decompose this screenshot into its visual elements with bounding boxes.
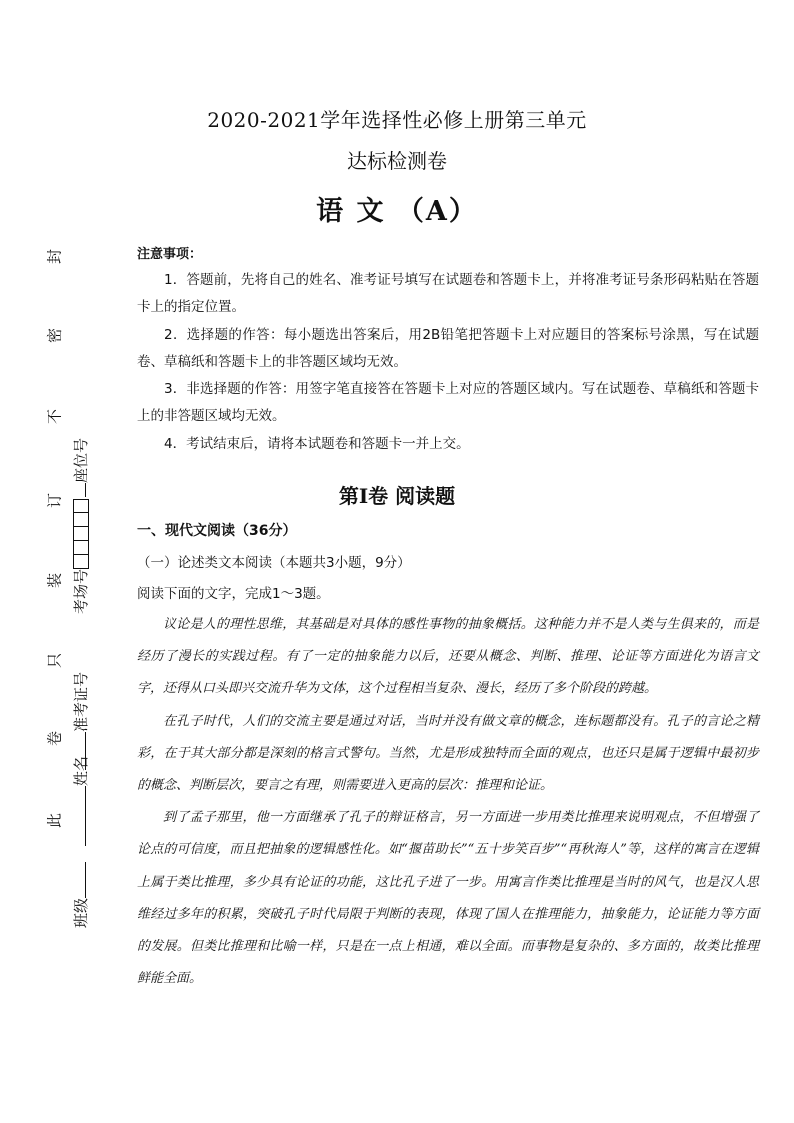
section-subheading: （一）论述类文本阅读（本题共3小题，9分）	[137, 555, 411, 571]
exam-room-label: 考场号	[72, 568, 90, 614]
notice-heading: 注意事项：	[137, 247, 203, 262]
seal-char: 卷	[45, 731, 64, 747]
name-blank[interactable]	[85, 786, 86, 846]
exam-title-line2: 达标检测卷	[347, 149, 447, 173]
notice-item: 4．考试结束后，请将本试题卷和答题卡一并上交。	[164, 435, 470, 452]
seal-char: 密	[45, 328, 64, 344]
seat-label: 座位号	[72, 437, 90, 483]
seal-char: 只	[45, 653, 64, 669]
notice-item: 1．答题前，先将自己的姓名、准考证号填写在试题卷和答题卡上，并将准考证号条形码粘贴在答题卡上的指定位置。	[137, 272, 759, 316]
notice-list	[137, 267, 759, 458]
seal-char: 订	[45, 493, 64, 509]
class-blank[interactable]	[85, 862, 86, 898]
part-title: 第Ⅰ卷 阅读题	[338, 484, 456, 508]
seal-char: 装	[45, 573, 64, 589]
seal-char: 此	[45, 813, 64, 829]
subject-title: 语 文 （A）	[316, 196, 478, 227]
section-heading: 一、现代文阅读（36分）	[137, 523, 297, 539]
name-label: 姓名	[72, 755, 90, 786]
seal-char: 不	[45, 409, 64, 425]
reading-instruction: 阅读下面的文字，完成1～3题。	[137, 586, 330, 602]
reading-passage	[137, 609, 759, 995]
exam-title-line1: 2020-2021学年选择性必修上册第三单元	[207, 108, 587, 132]
seat-number-boxes[interactable]	[73, 499, 89, 569]
passage-paragraph: 到了孟子那里，他一方面继承了孔子的辩证格言，另一方面进一步用类比推理来说明观点，不但增强了论点的可信度，而且把抽象的逻辑感性化。如“揠苗助长”“五十步笑百步”“再秋海人”等，这样的寓言在逻辑上属于类比推理，多少具有论证的功能，这比孔子进了一步。用寓言作类比推理是当时的风气，也是汉人思维经过多年的积累，突破孔子时代局限于判断的表现，体现了国人在推理能力，抽象能力，论证能力等方面的发展。但类比推理和比喻一样，只是在一点上相通，难以全面。而事物是复杂的、多方面的，故类比推理鲜能全面。	[137, 810, 759, 987]
exam-room-seat-field	[70, 438, 91, 614]
admission-label: 准考证号	[72, 671, 90, 732]
class-label: 班级	[72, 897, 90, 928]
notice-item: 3．非选择题的作答：用签字笔直接答在答题卡上对应的答题区域内。写在试题卷、草稿纸和答题卡上的非答题区域均无效。	[137, 381, 759, 425]
seal-char: 封	[45, 249, 64, 265]
class-field	[70, 862, 91, 928]
passage-paragraph: 议论是人的理性思维，其基础是对具体的感性事物的抽象概括。这种能力并不是人类与生俱来的，而是经历了漫长的实践过程。有了一定的抽象能力以后，还要从概念、判断、推理、论证等方面进化为语言文字，还得从口头即兴交流升华为文体，这个过程相当复杂、漫长，经历了多个阶段的跨越。	[137, 617, 759, 697]
passage-paragraph: 在孔子时代，人们的交流主要是通过对话，当时并没有做文章的概念，连标题都没有。孔子的言论之精彩，在于其大部分都是深刻的格言式警句。当然，尤是形成独特而全面的观点，也还只是属于逻辑中最初步的概念、判断层次，要言之有理，则需要进入更高的层次：推理和论证。	[137, 713, 759, 794]
name-field	[70, 756, 91, 846]
notice-item: 2．选择题的作答：每小题选出答案后，用2B铅笔把答题卡上对应题目的答案标号涂黑，写在试题卷、草稿纸和答题卡上的非答题区域均无效。	[137, 326, 759, 370]
